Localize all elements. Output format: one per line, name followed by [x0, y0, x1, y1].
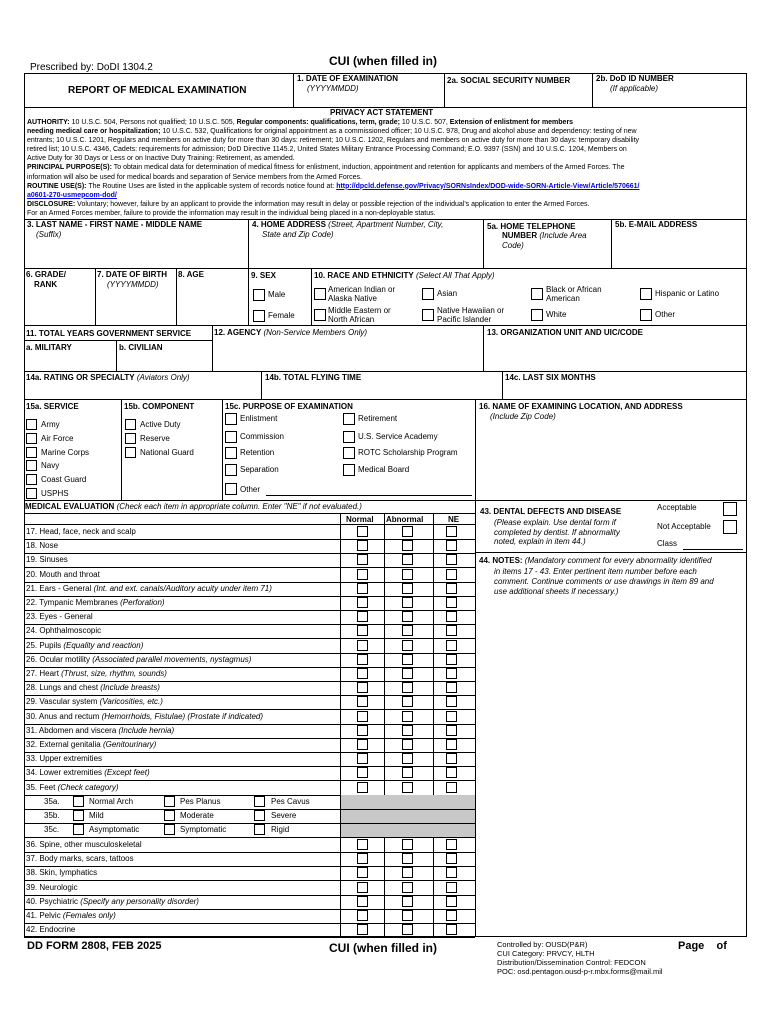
- table-row: [24, 866, 475, 880]
- age-label: 8. AGE: [178, 270, 204, 279]
- sex-label: 9. SEX: [251, 271, 276, 280]
- abnormal-checkbox[interactable]: [402, 540, 413, 551]
- item-label: 19. Sinuses: [26, 555, 68, 565]
- ne-checkbox[interactable]: [446, 725, 457, 736]
- component-guard-checkbox[interactable]: [125, 447, 136, 458]
- ne-checkbox[interactable]: [446, 867, 457, 878]
- ne-checkbox[interactable]: [446, 782, 457, 793]
- table-row: [24, 909, 475, 923]
- race-hispanic-checkbox[interactable]: [640, 288, 652, 300]
- race-label: 10. RACE AND ETHNICITY (Select All That Apply): [314, 271, 495, 280]
- abnormal-checkbox[interactable]: [402, 569, 413, 580]
- normal-checkbox[interactable]: [357, 924, 368, 935]
- item-label: 30. Anus and rectum (Hemorrhoids, Fistulae) (Prostate if indicated): [26, 711, 263, 721]
- feet-b-checkbox[interactable]: [164, 810, 175, 821]
- item-label: 24. Ophthalmoscopic: [26, 626, 102, 636]
- item-label: 41. Pelvic (Females only): [26, 911, 116, 920]
- purpose-retention-checkbox[interactable]: [225, 447, 237, 459]
- normal-checkbox[interactable]: [357, 526, 368, 537]
- table-row: [24, 539, 475, 553]
- item-label: 21. Ears - General (Int. and ext. canals/Auditory acuity under item 71): [26, 583, 272, 593]
- feet-b-checkbox[interactable]: [164, 796, 175, 807]
- cui-banner-bottom: CUI (when filled in): [329, 941, 437, 955]
- race-asian-checkbox[interactable]: [422, 288, 434, 300]
- table-row: [24, 752, 475, 766]
- page-number: Page of: [678, 940, 727, 952]
- name-note: (Suffix): [36, 230, 62, 239]
- normal-checkbox[interactable]: [357, 767, 368, 778]
- table-row: [24, 610, 475, 624]
- item-label: 35. Feet (Check category): [26, 782, 119, 792]
- abnormal-checkbox[interactable]: [402, 583, 413, 594]
- item-label: 25. Pupils (Equality and reaction): [26, 640, 144, 650]
- item-label: 27. Heart (Thrust, size, rhythm, sounds): [26, 669, 167, 678]
- ne-checkbox[interactable]: [446, 896, 457, 907]
- item-label: 38. Skin, lymphatics: [26, 868, 98, 878]
- item-label: 22. Tympanic Membranes (Perforation): [26, 598, 165, 607]
- table-row: [24, 838, 475, 852]
- normal-checkbox[interactable]: [357, 882, 368, 893]
- normal-checkbox[interactable]: [357, 654, 368, 665]
- item-label: 31. Abdomen and viscera (Include hernia): [26, 725, 175, 735]
- item-label: 33. Upper extremities: [26, 754, 103, 764]
- abnormal-checkbox[interactable]: [402, 753, 413, 764]
- abnormal-checkbox[interactable]: [402, 867, 413, 878]
- name-label: 3. LAST NAME - FIRST NAME - MIDDLE NAME: [27, 220, 203, 229]
- rating-label: 14a. RATING OR SPECIALTY (Aviators Only): [26, 373, 190, 382]
- item-label: 42. Endocrine: [26, 925, 76, 935]
- purpose-other-checkbox[interactable]: [225, 483, 237, 495]
- prescribed-by: Prescribed by: DoDI 1304.2: [30, 62, 153, 73]
- abnormal-checkbox[interactable]: [402, 767, 413, 778]
- item-label: 20. Mouth and throat: [26, 569, 100, 579]
- table-row: [24, 781, 475, 795]
- normal-checkbox[interactable]: [357, 668, 368, 679]
- race-ai-checkbox[interactable]: [314, 288, 326, 300]
- abnormal-checkbox[interactable]: [402, 839, 413, 850]
- dental-label: 43. DENTAL DEFECTS AND DISEASE: [480, 507, 622, 516]
- address-label: 4. HOME ADDRESS (Street, Apartment Number, City,: [252, 220, 444, 229]
- feet-shaded-area: [341, 795, 475, 838]
- ne-checkbox[interactable]: [446, 696, 457, 707]
- feet-c-checkbox[interactable]: [254, 796, 265, 807]
- normal-checkbox[interactable]: [357, 782, 368, 793]
- ne-checkbox[interactable]: [446, 753, 457, 764]
- normal-checkbox[interactable]: [357, 896, 368, 907]
- abnormal-checkbox[interactable]: [402, 882, 413, 893]
- ne-checkbox[interactable]: [446, 611, 457, 622]
- purpose-exam-label: 15c. PURPOSE OF EXAMINATION: [225, 402, 353, 411]
- item-label: 37. Body marks, scars, tattoos: [26, 854, 134, 864]
- abnormal-checkbox[interactable]: [402, 924, 413, 935]
- org-label: 13. ORGANIZATION UNIT AND UIC/CODE: [487, 328, 644, 337]
- table-row: [24, 596, 475, 610]
- race-other-checkbox[interactable]: [640, 309, 652, 321]
- table-row: [24, 568, 475, 582]
- sorn-link-cont[interactable]: a0601-270-usmepcom-dod/: [27, 191, 117, 199]
- service-coastguard-checkbox[interactable]: [26, 474, 37, 485]
- sex-female-checkbox[interactable]: [253, 310, 265, 322]
- table-row: [24, 681, 475, 695]
- normal-checkbox[interactable]: [357, 910, 368, 921]
- date-exam-label: 1. DATE OF EXAMINATION: [297, 74, 399, 83]
- table-row: [24, 582, 475, 596]
- ssn-label: 2a. SOCIAL SECURITY NUMBER: [447, 76, 571, 85]
- normal-checkbox[interactable]: [357, 853, 368, 864]
- feet-a-checkbox[interactable]: [73, 810, 84, 821]
- ne-checkbox[interactable]: [446, 540, 457, 551]
- item-label: 34. Lower extremities (Except feet): [26, 768, 150, 778]
- table-row: [24, 895, 475, 909]
- component-reserve-checkbox[interactable]: [125, 433, 136, 444]
- abnormal-checkbox[interactable]: [402, 725, 413, 736]
- abnormal-checkbox[interactable]: [402, 711, 413, 722]
- feet-row: 35a. Normal Arch Pes Planus Pes Cavus: [44, 797, 310, 806]
- form-id: DD FORM 2808, FEB 2025: [27, 940, 162, 952]
- ne-checkbox[interactable]: [446, 839, 457, 850]
- abnormal-checkbox[interactable]: [402, 896, 413, 907]
- abnormal-checkbox[interactable]: [402, 625, 413, 636]
- feet-row: 35c. Asymptomatic Symptomatic Rigid: [44, 825, 290, 835]
- race-black-checkbox[interactable]: [531, 288, 543, 300]
- control-info: Controlled by: OUSD(P&R) CUI Category: PRVCY, HLTH Distribution/Dissemination Control: FEDCON POC: osd.pentagon.ousd-p-r.mbx.forms@mail.mil: [497, 940, 663, 976]
- table-row: [24, 525, 475, 539]
- table-row: [24, 639, 475, 653]
- purpose-medboard-checkbox[interactable]: [343, 464, 355, 476]
- service-airforce-checkbox[interactable]: [26, 433, 37, 444]
- component-label: 15b. COMPONENT: [124, 402, 195, 411]
- ne-checkbox[interactable]: [446, 739, 457, 750]
- table-row: [24, 710, 475, 724]
- normal-checkbox[interactable]: [357, 725, 368, 736]
- last-six-label: 14c. LAST SIX MONTHS: [505, 373, 596, 382]
- table-row: [24, 695, 475, 709]
- ne-checkbox[interactable]: [446, 526, 457, 537]
- form-title: REPORT OF MEDICAL EXAMINATION: [68, 85, 247, 96]
- location-label: 16. NAME OF EXAMINING LOCATION, AND ADDRESS: [479, 402, 683, 411]
- item-label: 26. Ocular motility (Associated parallel movements, nystagmus): [26, 654, 252, 664]
- abnormal-checkbox[interactable]: [402, 640, 413, 651]
- privacy-title: PRIVACY ACT STATEMENT: [330, 108, 434, 117]
- race-me-checkbox[interactable]: [314, 309, 326, 321]
- race-nh-checkbox[interactable]: [422, 309, 434, 321]
- evaluation-title: MEDICAL EVALUATION (Check each item in appropriate column. Enter "NE" if not evaluated.): [25, 502, 362, 511]
- abnormal-checkbox[interactable]: [402, 853, 413, 864]
- ne-checkbox[interactable]: [446, 767, 457, 778]
- dob-label: 7. DATE OF BIRTH: [97, 270, 168, 279]
- abnormal-checkbox[interactable]: [402, 696, 413, 707]
- sex-male-checkbox[interactable]: [253, 289, 265, 301]
- grade-label: 6. GRADE/: [26, 270, 67, 279]
- normal-checkbox[interactable]: [357, 540, 368, 551]
- privacy-statement: AUTHORITY: 10 U.S.C. 504, Persons not qualified; 10 U.S.C. 505, Regular components: qualifications, term, grade; 10 U.S.C. 507, Extension of enlistment for members needing medical care or hospitalization; 10 U.S.C. 532, Qualifications for original appointment as a commissioned officer; 10 U.S.C. 978, Drug and alcohol abuse and dependency: testing of new entrants; 10 U.S.C. 1201, Regulars and members on active duty for more than 30 days: retirement; 10 U.S.C. 1202, Regulars and members on active duty for more than 30 days: temporary disability retired list; 10 U.S.C. 4346, Cadets: requirements for admission; DoD Directive 1145.2, United States Military Entrance Processing Command; E.O. 9397 (SSN) and 10 U.S.C. 1204, Members on Active Duty for 30 Days or Less or on Inactive Duty Training: Retirement, as amended. PRINCIPAL PURPOSE(S): To obtain medical data for determination of medical fitness for enlistment, induction, appointment and retention for applicants and members of the Armed Forces. The information will also be used for medical boards and separation of Service members from the Armed Forces. ROUTINE USE(S): The Routine Uses are listed in the applicable system of records notice found at: http://dpcld.defense.gov/Privacy/SORNsIndex/DOD-wide-SORN-Article-View/Article/570661/ a0601-270-usmepcom-dod/ DISCLOSURE: Voluntary; however, failure by an applicant to provide the information may result in delay or possible rejection of the individual's application to enter the Armed Forces. For an Armed Forces member, failure to provide the information may result in the individual being placed in a non-deployable status.: [27, 119, 640, 217]
- feet-a-checkbox[interactable]: [73, 796, 84, 807]
- table-row: [24, 852, 475, 866]
- abnormal-checkbox[interactable]: [402, 782, 413, 793]
- abnormal-checkbox[interactable]: [402, 554, 413, 565]
- service-usphs-checkbox[interactable]: [26, 488, 37, 499]
- civilian-label: b. CIVILIAN: [119, 343, 163, 352]
- service-label: 15a. SERVICE: [26, 402, 79, 411]
- dental-not-acceptable-checkbox[interactable]: [723, 520, 737, 534]
- normal-checkbox[interactable]: [357, 682, 368, 693]
- purpose-commission-checkbox[interactable]: [225, 431, 237, 443]
- ne-checkbox[interactable]: [446, 853, 457, 864]
- table-row: [24, 624, 475, 638]
- service-navy-checkbox[interactable]: [26, 460, 37, 471]
- abnormal-checkbox[interactable]: [402, 682, 413, 693]
- item-label: 29. Vascular system (Varicosities, etc.): [26, 697, 163, 707]
- race-white-checkbox[interactable]: [531, 309, 543, 321]
- date-exam-format: (YYYYMMDD): [307, 84, 359, 93]
- table-row: [24, 766, 475, 780]
- ne-checkbox[interactable]: [446, 640, 457, 651]
- normal-checkbox[interactable]: [357, 640, 368, 651]
- email-label: 5b. E-MAIL ADDRESS: [615, 220, 698, 229]
- normal-checkbox[interactable]: [357, 839, 368, 850]
- abnormal-checkbox[interactable]: [402, 526, 413, 537]
- abnormal-checkbox[interactable]: [402, 668, 413, 679]
- item-label: 39. Neurologic: [26, 882, 78, 892]
- feet-a-checkbox[interactable]: [73, 824, 84, 835]
- table-row: [24, 738, 475, 752]
- ne-checkbox[interactable]: [446, 682, 457, 693]
- item-label: 36. Spine, other musculoskeletal: [26, 840, 142, 849]
- service-marines-checkbox[interactable]: [26, 447, 37, 458]
- purpose-academy-checkbox[interactable]: [343, 431, 355, 443]
- ne-checkbox[interactable]: [446, 583, 457, 594]
- flying-label: 14b. TOTAL FLYING TIME: [265, 373, 362, 382]
- item-label: 28. Lungs and chest (Include breasts): [26, 683, 160, 693]
- dental-acceptable-checkbox[interactable]: [723, 502, 737, 516]
- purpose-separation-checkbox[interactable]: [225, 464, 237, 476]
- abnormal-checkbox[interactable]: [402, 739, 413, 750]
- purpose-rotc-checkbox[interactable]: [343, 447, 355, 459]
- normal-checkbox[interactable]: [357, 753, 368, 764]
- table-row: [24, 881, 475, 895]
- abnormal-checkbox[interactable]: [402, 654, 413, 665]
- military-label: a. MILITARY: [26, 343, 72, 352]
- normal-checkbox[interactable]: [357, 739, 368, 750]
- table-row: [24, 724, 475, 738]
- feet-row: 35b. Mild Moderate Severe: [44, 811, 297, 821]
- ne-checkbox[interactable]: [446, 711, 457, 722]
- abnormal-checkbox[interactable]: [402, 597, 413, 608]
- item-label: 17. Head, face, neck and scalp: [26, 527, 136, 536]
- ne-checkbox[interactable]: [446, 625, 457, 636]
- dodid-note: (If applicable): [610, 84, 659, 93]
- feet-c-checkbox[interactable]: [254, 810, 265, 821]
- agency-label: 12. AGENCY (Non-Service Members Only): [214, 328, 368, 337]
- item-label: 18. Nose: [26, 541, 59, 551]
- item-label: 40. Psychiatric (Specify any personality disorder): [26, 896, 199, 906]
- normal-checkbox[interactable]: [357, 711, 368, 722]
- feet-c-checkbox[interactable]: [254, 824, 265, 835]
- ne-checkbox[interactable]: [446, 569, 457, 580]
- ne-checkbox[interactable]: [446, 882, 457, 893]
- sorn-link[interactable]: http://dpcld.defense.gov/Privacy/SORNsIndex/DOD-wide-SORN-Article-View/Article/570661/: [336, 182, 640, 190]
- normal-checkbox[interactable]: [357, 583, 368, 594]
- phone-label: 5a. HOME TELEPHONE: [487, 222, 576, 231]
- normal-checkbox[interactable]: [357, 611, 368, 622]
- table-row: [24, 553, 475, 567]
- normal-checkbox[interactable]: [357, 597, 368, 608]
- table-row: [24, 653, 475, 667]
- ne-checkbox[interactable]: [446, 910, 457, 921]
- ne-checkbox[interactable]: [446, 554, 457, 565]
- purpose-enlistment-checkbox[interactable]: [225, 413, 237, 425]
- purpose-retirement-checkbox[interactable]: [343, 413, 355, 425]
- dental-note: (Please explain. Use dental form if completed by dentist. If abnormality noted, explain in item 44.): [494, 518, 620, 547]
- abnormal-checkbox[interactable]: [402, 910, 413, 921]
- abnormal-checkbox[interactable]: [402, 611, 413, 622]
- item-label: 32. External genitalia (Genitourinary): [26, 740, 157, 749]
- normal-checkbox[interactable]: [357, 554, 368, 565]
- ne-checkbox[interactable]: [446, 654, 457, 665]
- normal-checkbox[interactable]: [357, 867, 368, 878]
- normal-checkbox[interactable]: [357, 696, 368, 707]
- service-army-checkbox[interactable]: [26, 419, 37, 430]
- dodid-label: 2b. DoD ID NUMBER: [596, 74, 674, 83]
- normal-checkbox[interactable]: [357, 569, 368, 580]
- cui-banner-top: CUI (when filled in): [329, 54, 437, 68]
- ne-checkbox[interactable]: [446, 668, 457, 679]
- ne-checkbox[interactable]: [446, 597, 457, 608]
- normal-checkbox[interactable]: [357, 625, 368, 636]
- table-row: [24, 667, 475, 681]
- feet-b-checkbox[interactable]: [164, 824, 175, 835]
- item-label: 23. Eyes - General: [26, 612, 93, 622]
- years-gov-label: 11. TOTAL YEARS GOVERNMENT SERVICE: [26, 329, 192, 338]
- ne-checkbox[interactable]: [446, 924, 457, 935]
- component-active-checkbox[interactable]: [125, 419, 136, 430]
- notes-label: 44. NOTES: (Mandatory comment for every abnormality identified: [479, 556, 712, 565]
